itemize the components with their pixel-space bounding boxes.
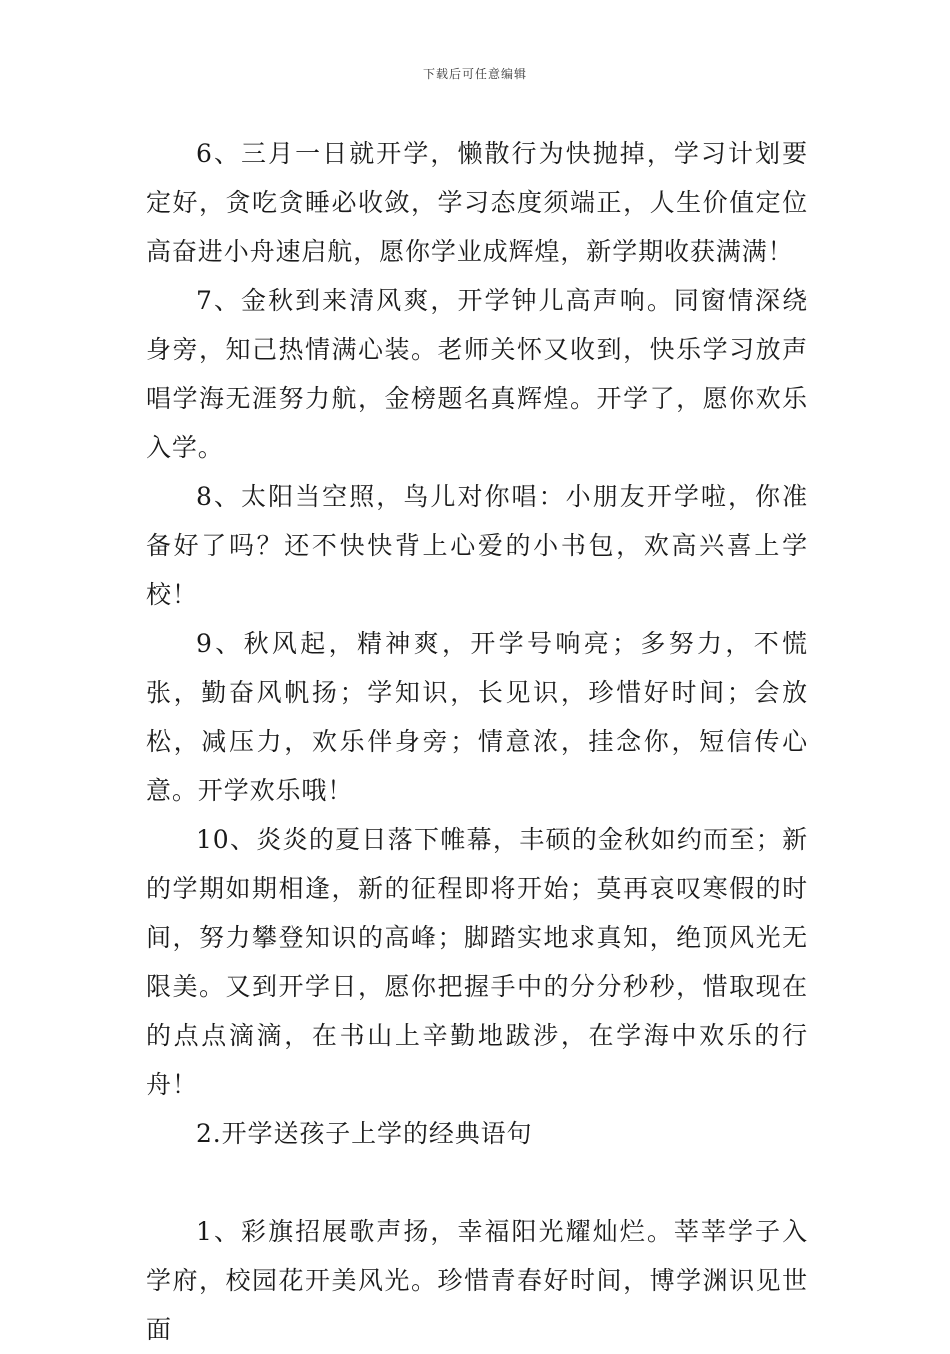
section-heading: 2.开学送孩子上学的经典语句 [196, 1119, 533, 1148]
section-item-1: 1、彩旗招展歌声扬，幸福阳光耀灿烂。莘莘学子入学府，校园花开美风光。珍惜青春好时间，博学渊识见世面 [146, 1217, 808, 1344]
blank-line [146, 1158, 808, 1207]
paragraph-item-7: 7、金秋到来清风爽，开学钟儿高声响。同窗情深绕身旁，知己热情满心装。老师关怀又收到，快乐学习放声唱学海无涯努力航，金榜题名真辉煌。开学了，愿你欢乐入学。 [146, 286, 808, 462]
paragraph-item-8: 8、太阳当空照，鸟儿对你唱：小朋友开学啦，你准备好了吗？还不快快背上心爱的小书包，欢高兴喜上学校！ [146, 482, 808, 609]
document-body [146, 129, 808, 1354]
paragraph-item-6: 6、三月一日就开学，懒散行为快抛掉，学习计划要定好，贪吃贪睡必收敛，学习态度须端正，人生价值定位高奋进小舟速启航，愿你学业成辉煌，新学期收获满满！ [146, 139, 808, 266]
page-header-note: 下载后可任意编辑 [422, 67, 527, 81]
paragraph-item-10: 10、炎炎的夏日落下帷幕，丰硕的金秋如约而至；新的学期如期相逢，新的征程即将开始；莫再哀叹寒假的时间，努力攀登知识的高峰；脚踏实地求真知，绝顶风光无限美。又到开学日，愿你把握手中的分分秒秒，惜取现在的点点滴滴，在书山上辛勤地跋涉，在学海中欢乐的行舟！ [146, 825, 808, 1099]
paragraph-item-9: 9、秋风起，精神爽，开学号响亮；多努力，不慌张，勤奋风帆扬；学知识，长见识，珍惜好时间；会放松，减压力，欢乐伴身旁；情意浓，挂念你，短信传心意。开学欢乐哦！ [146, 629, 808, 805]
